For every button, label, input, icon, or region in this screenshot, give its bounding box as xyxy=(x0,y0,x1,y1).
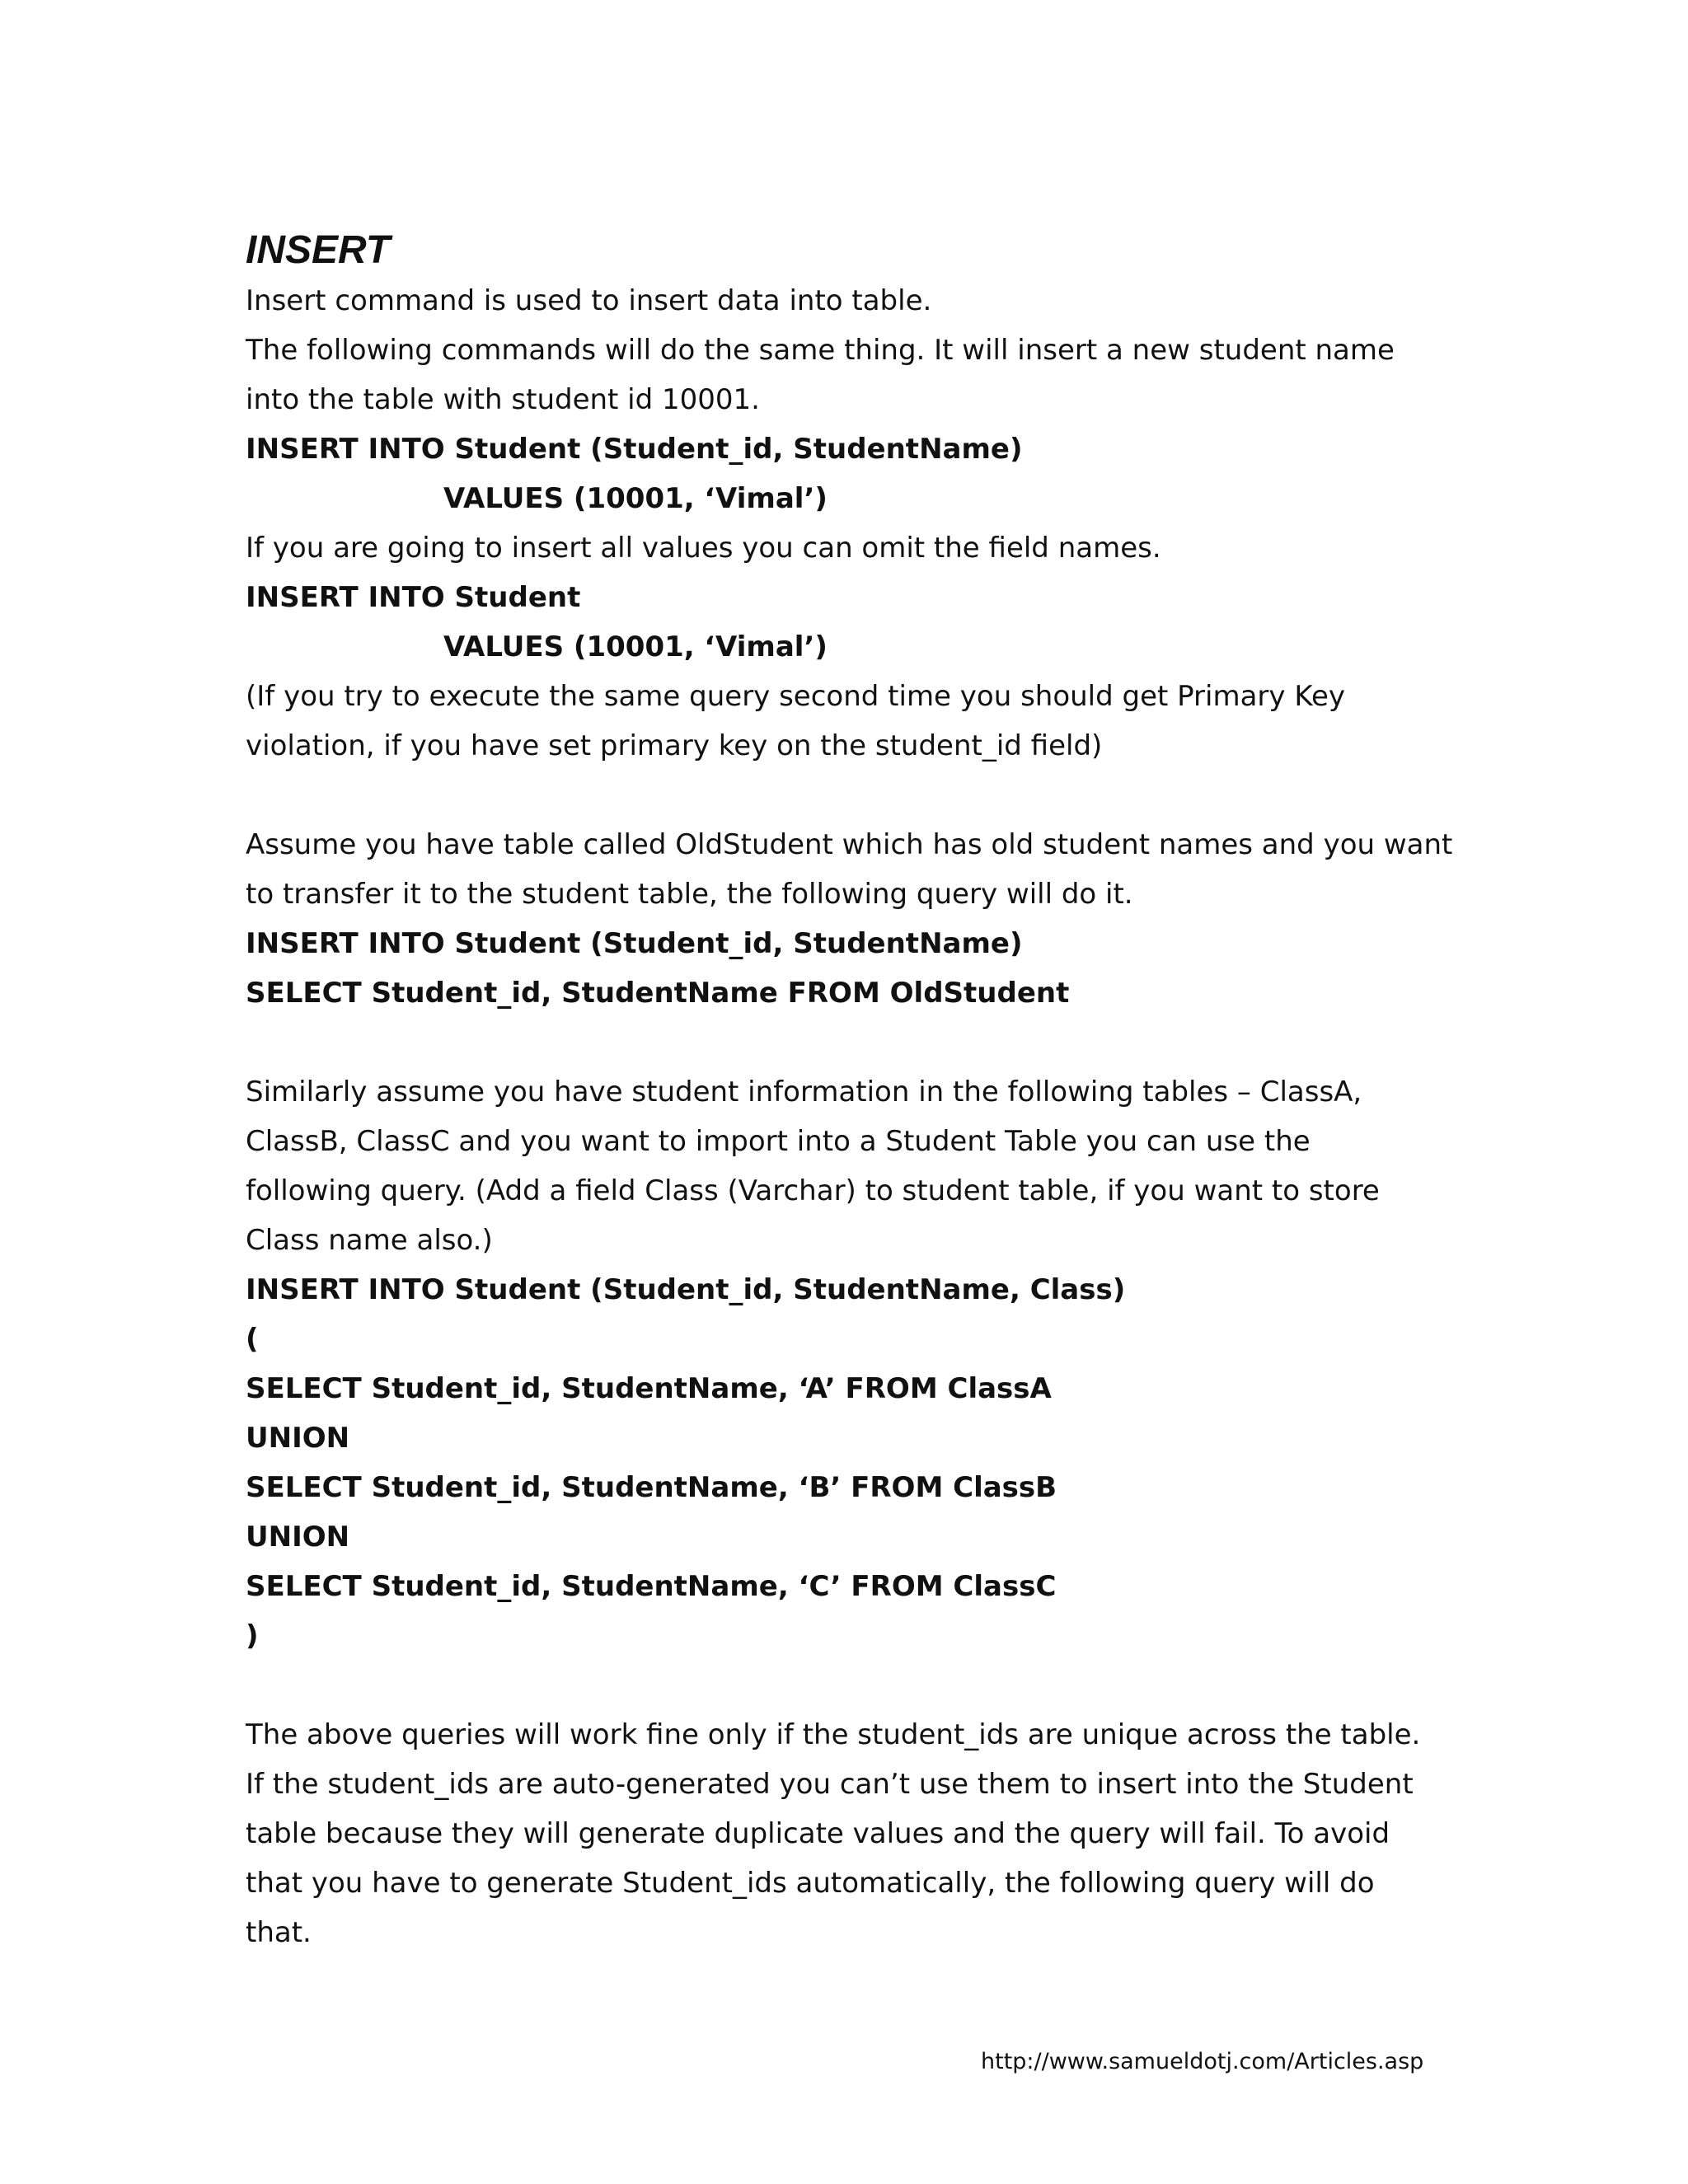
paragraph-line: into the table with student id 10001. xyxy=(246,383,760,416)
paragraph-line: ClassB, ClassC and you want to import into a Student Table you can use the xyxy=(246,1125,1311,1158)
code-line: INSERT INTO Student (Student_id, StudentName) xyxy=(246,433,1023,466)
code-line: ) xyxy=(246,1619,259,1652)
code-line: VALUES (10001, ‘Vimal’) xyxy=(443,630,828,663)
code-line: SELECT Student_id, StudentName, ‘B’ FROM ClassB xyxy=(246,1471,1057,1504)
paragraph-line: Class name also.) xyxy=(246,1224,493,1257)
paragraph-line: that. xyxy=(246,1916,312,1949)
page-title: INSERT xyxy=(246,228,391,272)
intro-text: Insert command is used to insert data into table. xyxy=(246,284,932,317)
code-line: INSERT INTO Student xyxy=(246,581,581,614)
paragraph-line: The following commands will do the same thing. It will insert a new student name xyxy=(246,334,1395,367)
code-line: SELECT Student_id, StudentName, ‘C’ FROM ClassC xyxy=(246,1570,1057,1603)
paragraph-line: Assume you have table called OldStudent which has old student names and you want xyxy=(246,828,1453,861)
code-line: INSERT INTO Student (Student_id, StudentName, Class) xyxy=(246,1273,1126,1306)
code-line: UNION xyxy=(246,1521,350,1554)
code-line: VALUES (10001, ‘Vimal’) xyxy=(443,482,828,515)
footer-url: http://www.samueldotj.com/Articles.asp xyxy=(981,2049,1424,2074)
code-line: SELECT Student_id, StudentName, ‘A’ FROM ClassA xyxy=(246,1372,1052,1405)
paragraph-line: If you are going to insert all values you can omit the field names. xyxy=(246,532,1161,565)
paragraph-line: (If you try to execute the same query second time you should get Primary Key xyxy=(246,680,1345,713)
code-line: ( xyxy=(246,1323,259,1356)
paragraph-line: violation, if you have set primary key on the student_id field) xyxy=(246,729,1103,762)
paragraph-line: to transfer it to the student table, the following query will do it. xyxy=(246,878,1133,911)
paragraph-line: table because they will generate duplicate values and the query will fail. To avoid xyxy=(246,1817,1390,1850)
paragraph-line: Similarly assume you have student information in the following tables – ClassA, xyxy=(246,1076,1362,1108)
paragraph-line: that you have to generate Student_ids automatically, the following query will do xyxy=(246,1867,1375,1900)
paragraph-line: If the student_ids are auto-generated you can’t use them to insert into the Student xyxy=(246,1768,1414,1801)
paragraph-line: The above queries will work fine only if the student_ids are unique across the table. xyxy=(246,1718,1421,1751)
code-line: SELECT Student_id, StudentName FROM OldStudent xyxy=(246,977,1070,1010)
code-line: INSERT INTO Student (Student_id, StudentName) xyxy=(246,927,1023,960)
code-line: UNION xyxy=(246,1422,350,1455)
paragraph-line: following query. (Add a field Class (Varchar) to student table, if you want to store xyxy=(246,1174,1380,1207)
